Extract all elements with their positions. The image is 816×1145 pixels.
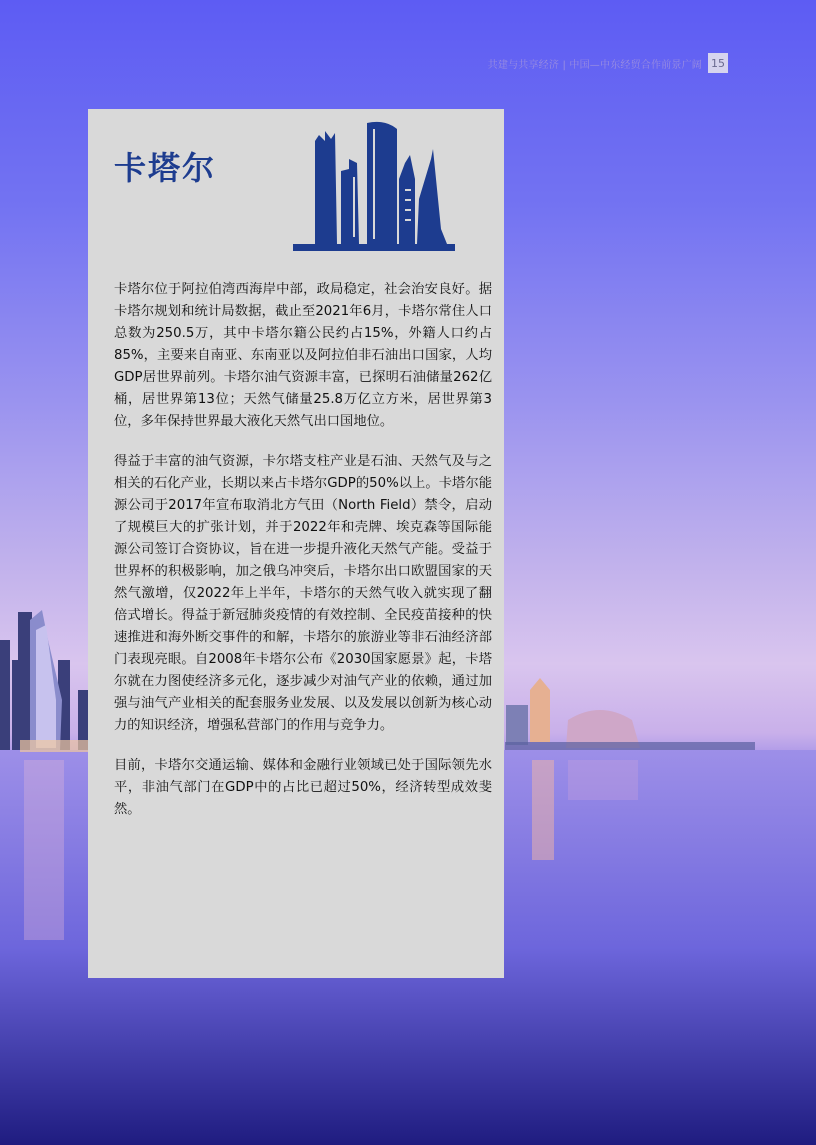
page-number: 15 (708, 53, 728, 73)
paragraph-1: 卡塔尔位于阿拉伯湾西海岸中部，政局稳定，社会治安良好。据卡塔尔规划和统计局数据，截止至2021年6月，卡塔尔常住人口总数为250.5万，其中卡塔尔籍公民约占15%，外籍人口约占85%，主要来自南亚、东南亚以及阿拉伯非石油出口国家，人均GDP居世界前列。卡塔尔油气资源丰富，已探明石油储量262亿桶，居世界第13位；天然气储量25.8万亿立方米，居世界第3位，多年保持世界最大液化天然气出口国地位。 (114, 282, 492, 429)
content-card (88, 109, 504, 978)
card-title: 卡塔尔 (114, 149, 217, 187)
paragraph-2: 得益于丰富的油气资源，卡尔塔支柱产业是石油、天然气及与之相关的石化产业，长期以来占卡塔尔GDP的50%以上。卡塔尔能源公司于2017年宣布取消北方气田（North Field）禁令，启动了规模巨大的扩张计划，并于2022年和壳牌、埃克森等国际能源公司签订合资协议，旨在进一步提升液化天然气产能。受益于世界杯的积极影响，加之俄乌冲突后，卡塔尔出口欧盟国家的天然气激增，仅2022年上半年，卡塔尔的天然气收入就实现了翻倍式增长。得益于新冠肺炎疫情的有效控制、全民疫苗接种的快速推进和海外断交事件的和解，卡塔尔的旅游业等非石油经济部门表现亮眼。自2008年卡塔尔公布《2030国家愿景》起，卡塔尔就在力图使经济多元化，逐步减少对油气产业的依赖，通过加强与油气产业相关的配套服务业发展、以及发展以创新为核心动力的知识经济，增强私营部门的作用与竞争力。 (114, 454, 492, 733)
skyline-icon (293, 119, 455, 253)
card-body (114, 279, 492, 839)
paragraph-3: 目前，卡塔尔交通运输、媒体和金融行业领域已处于国际领先水平，非油气部门在GDP中的占比已超过50%，经济转型成效斐然。 (114, 758, 492, 817)
page-header (488, 53, 728, 73)
header-text: 共建与共享经济 | 中国—中东经贸合作前景广阔 (487, 59, 702, 71)
